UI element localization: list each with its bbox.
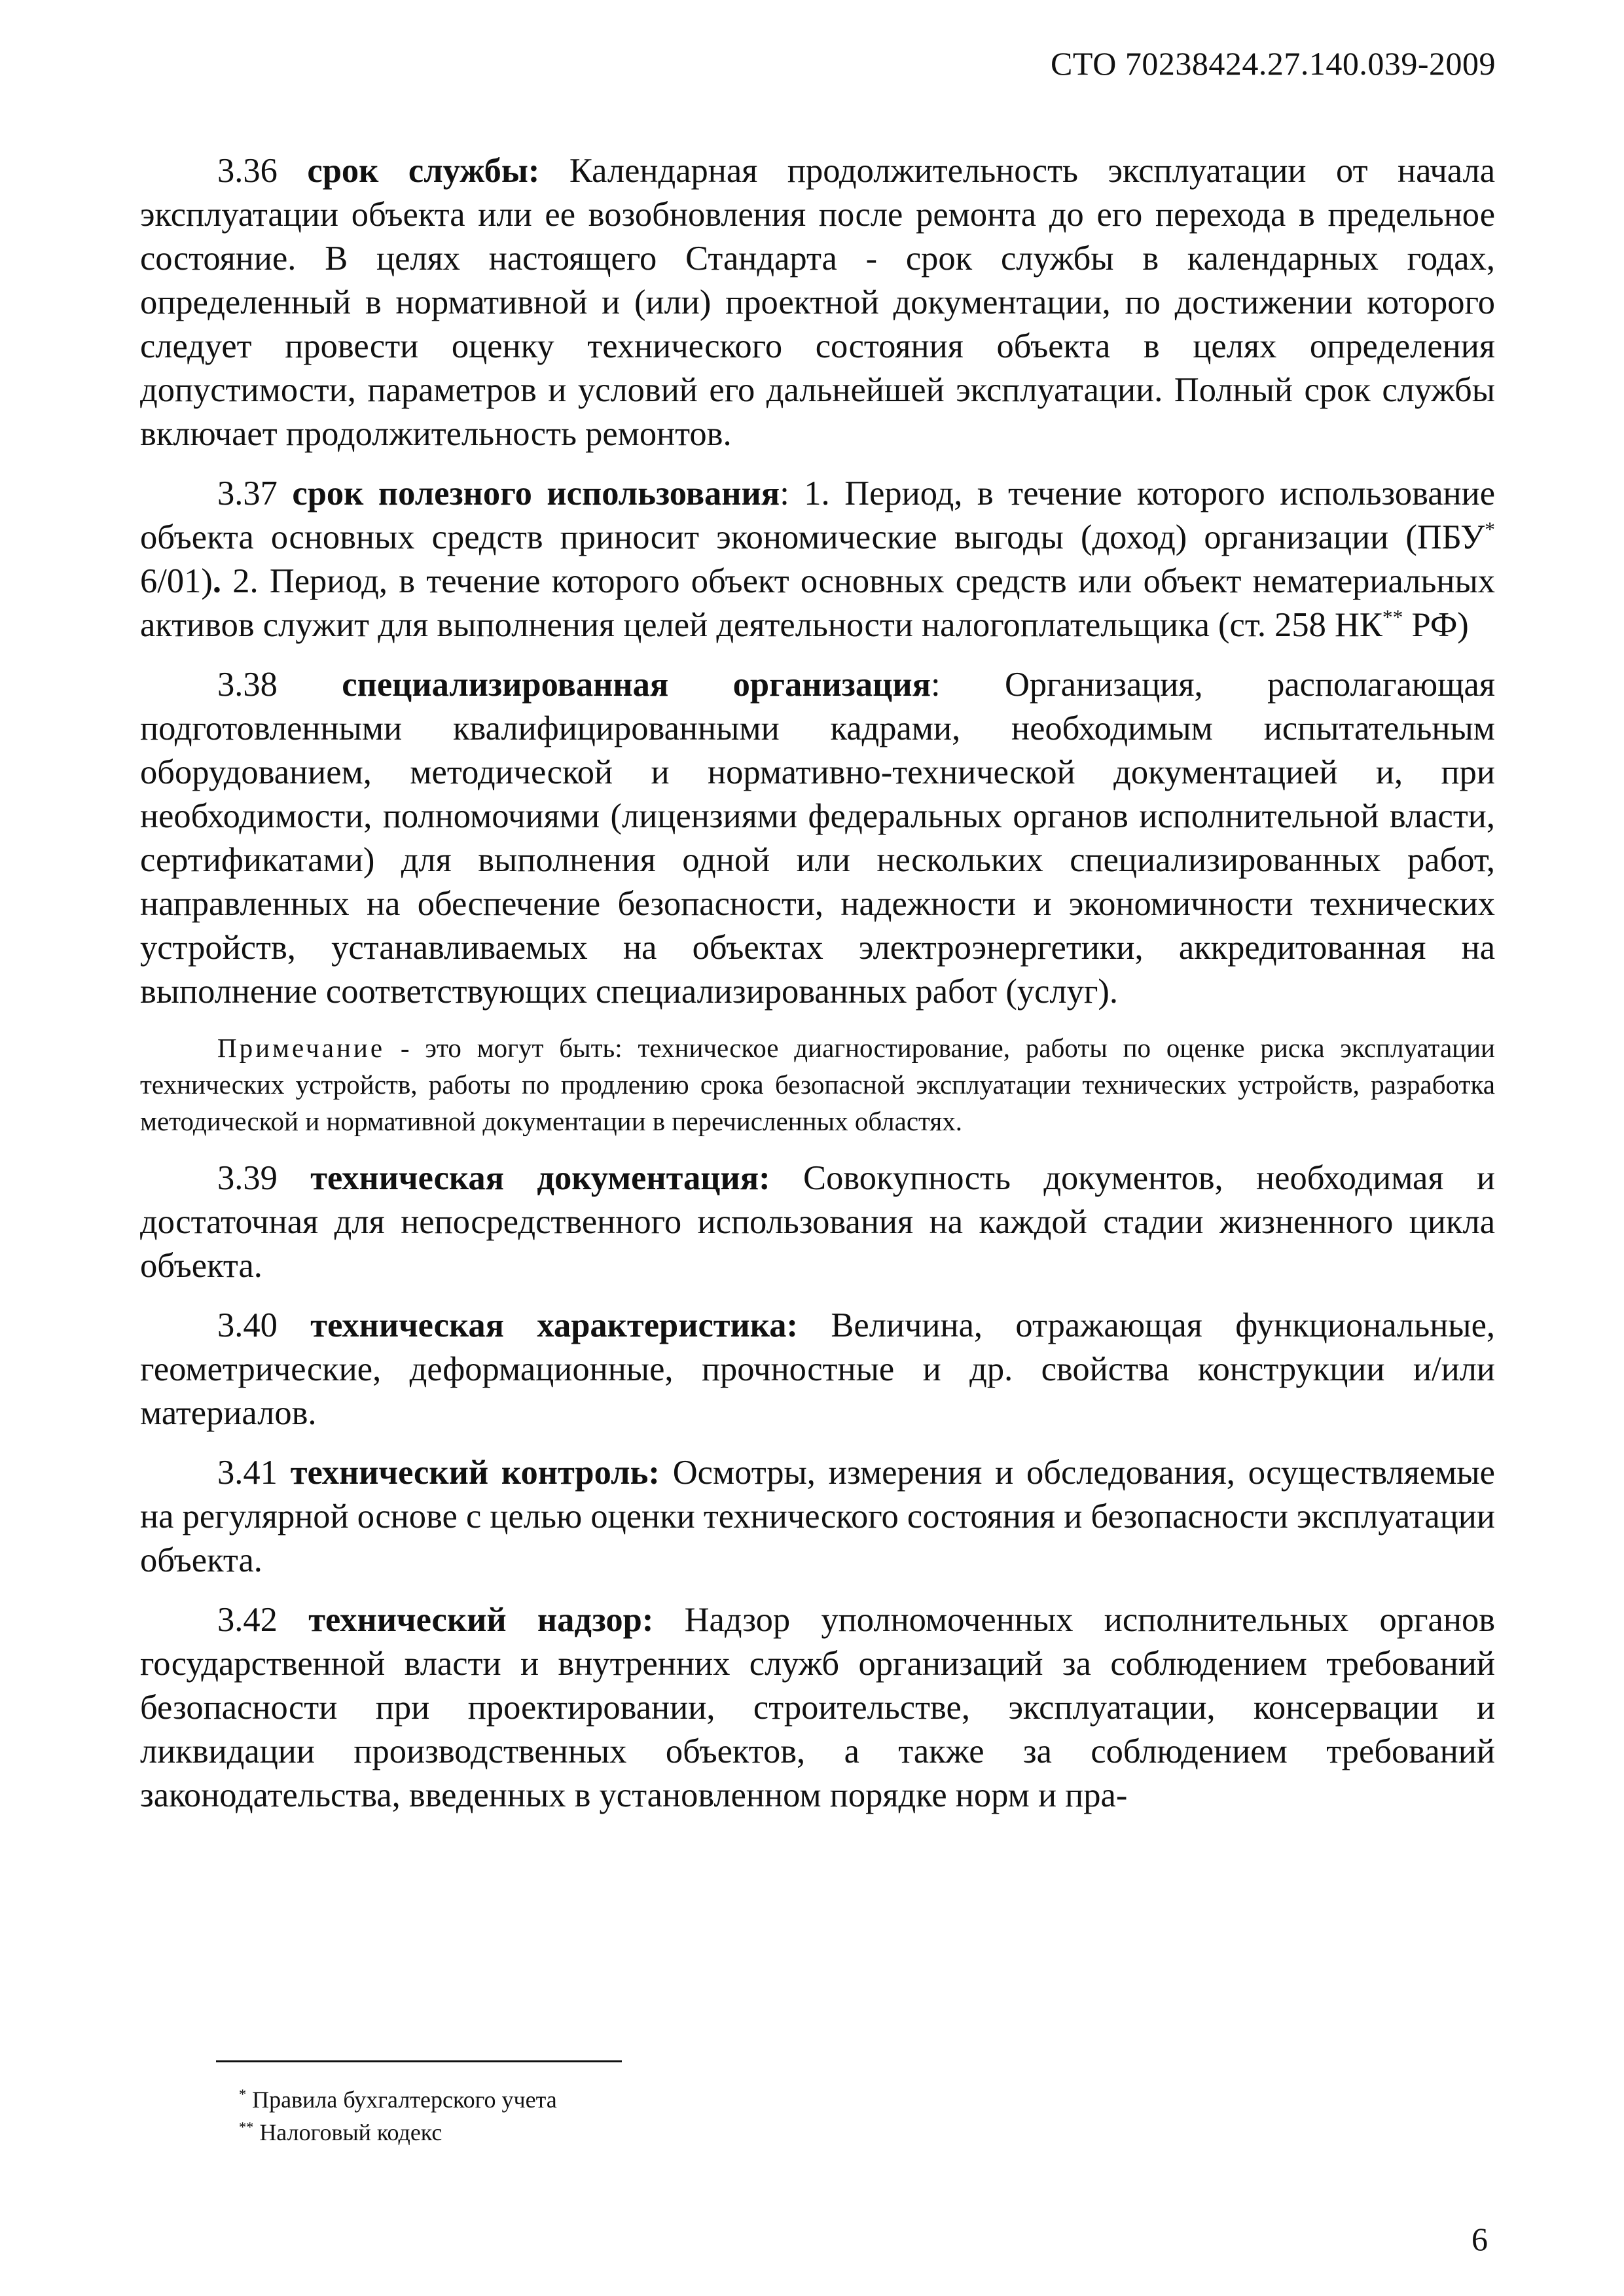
term: специализированная организация bbox=[342, 666, 931, 704]
clause-number: 3.41 bbox=[217, 1454, 278, 1492]
definition-text: : Организация, располагающая подготовленными квалифицированными кадрами, необходимым испытательным оборудованием, методической и нормативно-технической документацией и, при необходимости, полномочиями (лицензиями федеральных органов исполнительной власти, сертификатами) для выполнения одной или нескольких специализированных работ, направленных на обеспечение безопасности, надежности и экономичности технических устройств, устанавливаемых на объектах электроэнергетики, аккредитованная на выполнение соответствующих специализированных работ (услуг). bbox=[140, 666, 1496, 1011]
definition-text: Осмотры, измерения и обследования, осуществляемые на регулярной основе с целью оценки технического состояния и безопасности эксплуатации объекта. bbox=[140, 1454, 1495, 1579]
term: срок полезного использования bbox=[292, 475, 780, 512]
definition-3-36 bbox=[140, 149, 1495, 456]
page-number: 6 bbox=[1471, 2221, 1488, 2257]
term: технический надзор: bbox=[308, 1601, 654, 1639]
clause-number: 3.38 bbox=[217, 666, 278, 704]
definition-3-37 bbox=[140, 472, 1495, 647]
clause-number: 3.39 bbox=[217, 1159, 278, 1197]
footnote-text: Налоговый кодекс bbox=[253, 2119, 442, 2145]
definition-text: Календарная продолжительность эксплуатации от начала эксплуатации объекта или ее возобновления после ремонта до его перехода в предельное состояние. В целях настоящего Стандарта - срок службы в календарных годах, определенный в нормативной и (или) проектной документации, по достижении которого следует провести оценку технического состояния объекта в целях определения допустимости, параметров и условий его дальнейшей эксплуатации. Полный срок службы включает продолжительность ремонтов. bbox=[140, 152, 1496, 453]
clause-number: 3.40 bbox=[217, 1306, 278, 1344]
bold-period: . bbox=[212, 562, 221, 600]
definition-text: 6/01) bbox=[140, 562, 213, 600]
term: технический контроль: bbox=[290, 1454, 660, 1492]
definition-text: РФ) bbox=[1403, 606, 1469, 644]
clause-number: 3.42 bbox=[217, 1601, 278, 1639]
term: срок службы: bbox=[307, 152, 540, 190]
document-body bbox=[140, 149, 1495, 1833]
note-label: Примечание bbox=[217, 1033, 386, 1063]
definition-text: Совокупность документов, необходимая и достаточная для непосредственного использования на каждой стадии жизненного цикла объекта. bbox=[140, 1159, 1495, 1285]
term: техническая документация: bbox=[310, 1159, 770, 1197]
definition-text: Величина, отражающая функциональные, геометрические, деформационные, прочностные и др. свойства конструкции и/или материалов. bbox=[140, 1306, 1495, 1432]
footnote-ref: * bbox=[1485, 518, 1495, 541]
footnote-1 bbox=[239, 2083, 557, 2116]
definition-text: Надзор уполномоченных исполнительных органов государственной власти и внутренних служб организаций за соблюдением требований безопасности при проектировании, строительстве, эксплуатации, консервации и ликвидации производственных объектов, а также за соблюдением требований законодательства, введенных в установленном порядке норм и пра- bbox=[140, 1601, 1495, 1814]
definition-3-39 bbox=[140, 1157, 1495, 1288]
footnote-text: Правила бухгалтерского учета bbox=[246, 2087, 557, 2113]
definition-text: : 1. Период, в течение которого использование объекта основных средств приносит экономические выгоды (доход) организации (ПБУ bbox=[140, 475, 1495, 556]
definition-3-42 bbox=[140, 1598, 1495, 1818]
term: техническая характеристика: bbox=[310, 1306, 798, 1344]
footnote-separator bbox=[216, 2060, 622, 2062]
definition-3-38 bbox=[140, 663, 1495, 1014]
footnote-mark: * bbox=[239, 2086, 247, 2102]
footnote-ref: ** bbox=[1382, 605, 1403, 629]
footnotes bbox=[239, 2083, 557, 2149]
definition-3-41 bbox=[140, 1451, 1495, 1583]
footnote-2 bbox=[239, 2116, 557, 2149]
clause-number: 3.37 bbox=[217, 475, 278, 512]
document-code-header: СТО 70238424.27.140.039-2009 bbox=[1051, 45, 1496, 82]
note-text: - это могут быть: техническое диагностирование, работы по оценке риска эксплуатации технических устройств, работы по продлению срока безопасной эксплуатации технических устройств, разработка методической и нормативной документации в перечисленных областях. bbox=[140, 1033, 1495, 1136]
clause-number: 3.36 bbox=[217, 152, 278, 190]
note-block bbox=[140, 1030, 1495, 1139]
definition-3-40 bbox=[140, 1304, 1495, 1435]
definition-text: 2. Период, в течение которого объект основных средств или объект нематериальных активов служит для выполнения целей деятельности налогоплательщика (ст. 258 НК bbox=[140, 562, 1495, 644]
footnote-mark: ** bbox=[239, 2119, 254, 2135]
